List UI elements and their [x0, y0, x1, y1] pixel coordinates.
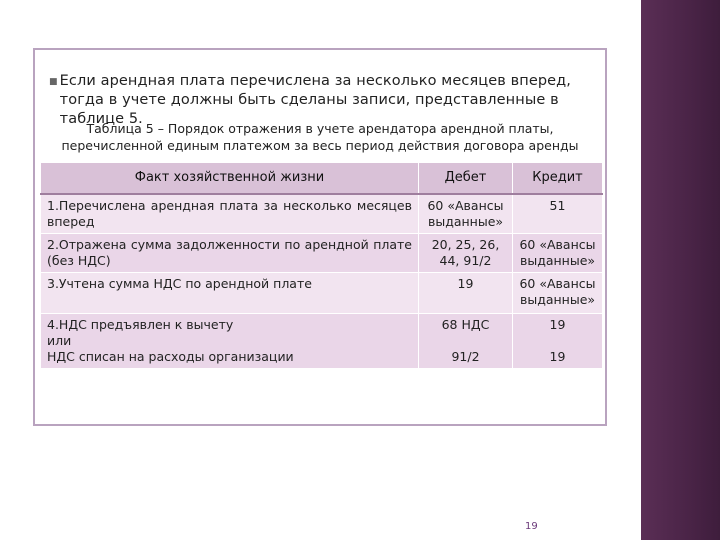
cell-debit: [419, 314, 513, 369]
debit-value-1: 68 НДС: [441, 317, 490, 332]
table-row: [41, 194, 603, 234]
square-bullet-icon: ■: [49, 77, 58, 87]
accounting-table: [40, 162, 603, 369]
cell-debit: 60 «Авансы выданные»: [419, 194, 513, 234]
content-box: [33, 48, 607, 426]
header-debit: Дебет: [419, 163, 513, 195]
bullet-text: Если арендная плата перечислена за несколько месяцев вперед, тогда в учете должны быть сделаны записи, представленные в таблице 5.: [59, 73, 572, 127]
fact-line-2: или: [47, 333, 72, 348]
caption-line-1: Таблица 5 – Порядок отражения в учете арендатора арендной платы,: [86, 121, 554, 136]
credit-value-1: 19: [549, 317, 566, 332]
fact-line-3: НДС списан на расходы организации: [47, 349, 294, 364]
page-number: 19: [525, 521, 538, 532]
header-fact: Факт хозяйственной жизни: [41, 163, 419, 195]
cell-debit: 20, 25, 26, 44, 91/2: [419, 234, 513, 273]
cell-fact: 1.Перечислена арендная плата за несколько месяцев вперед: [41, 194, 419, 234]
cell-credit: 51: [513, 194, 603, 234]
cell-credit: 60 «Авансы выданные»: [513, 273, 603, 314]
cell-debit: 19: [419, 273, 513, 314]
table-row: [41, 234, 603, 273]
debit-value-2: 91/2: [451, 349, 480, 364]
table-row: [41, 273, 603, 314]
cell-fact: [41, 314, 419, 369]
cell-credit: 60 «Авансы выданные»: [513, 234, 603, 273]
cell-credit: [513, 314, 603, 369]
cell-fact: 3.Учтена сумма НДС по арендной плате: [41, 273, 419, 314]
credit-value-2: 19: [549, 349, 566, 364]
table-row: [41, 314, 603, 369]
cell-fact: 2.Отражена сумма задолженности по арендной плате (без НДС): [41, 234, 419, 273]
table-caption: [35, 120, 605, 154]
table-header-row: [41, 163, 603, 195]
decorative-side-band: [641, 0, 720, 540]
fact-line-1: 4.НДС предъявлен к вычету: [47, 317, 234, 332]
caption-line-2: перечисленной единым платежом за весь период действия договора аренды: [61, 138, 579, 153]
header-credit: Кредит: [513, 163, 603, 195]
